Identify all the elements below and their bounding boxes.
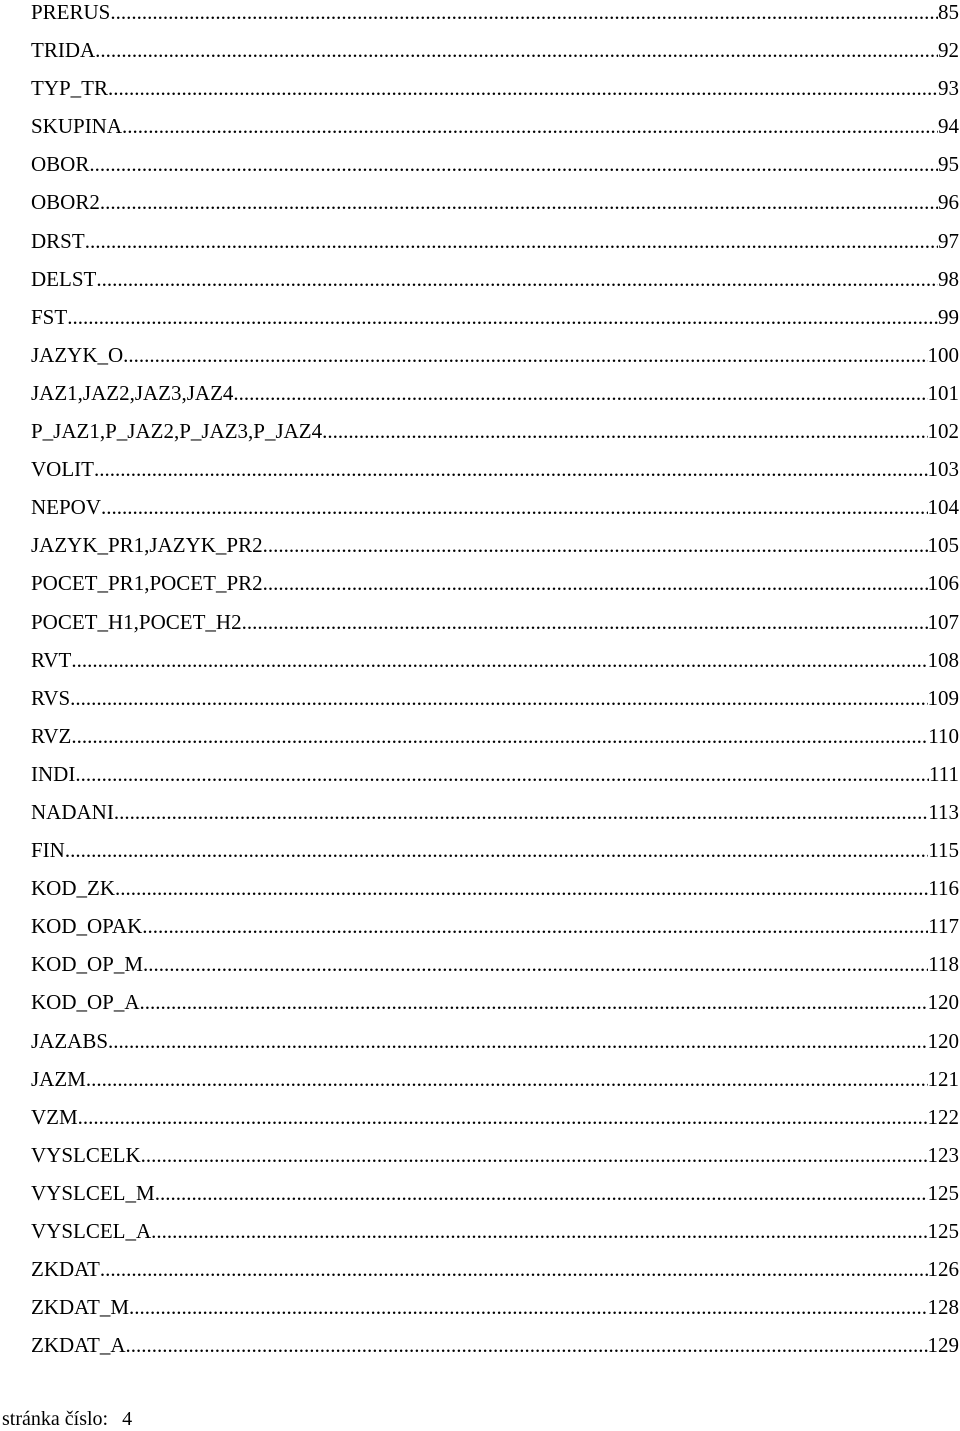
toc-entry-name: INDI xyxy=(31,761,76,786)
toc-entry-name: DRST xyxy=(31,228,85,253)
toc-entry-page: 106 xyxy=(927,571,959,596)
page-footer xyxy=(2,1407,132,1431)
toc-entry xyxy=(31,38,959,76)
toc-entry-name: FIN xyxy=(31,838,65,863)
toc-entry-name: KOD_OPAK xyxy=(31,914,143,939)
toc-entry xyxy=(31,686,959,724)
toc-entry xyxy=(31,343,959,381)
toc-entry-page: 117 xyxy=(928,914,959,939)
toc-dot-leader xyxy=(322,419,927,443)
toc-dot-leader xyxy=(115,876,928,900)
toc-entry-page: 108 xyxy=(927,647,959,672)
toc-dot-leader xyxy=(101,495,927,519)
toc-entry-page: 110 xyxy=(928,723,959,748)
toc-entry-name: VZM xyxy=(31,1104,78,1129)
toc-entry-name: SKUPINA xyxy=(31,114,123,139)
toc-dot-leader xyxy=(86,1067,928,1091)
toc-dot-leader xyxy=(108,1029,927,1053)
toc-dot-leader xyxy=(242,610,928,634)
toc-dot-leader xyxy=(155,1181,928,1205)
toc-entry-page: 98 xyxy=(938,266,959,291)
toc-entry xyxy=(31,1257,959,1295)
toc-entry-page: 93 xyxy=(938,76,959,101)
toc-entry-page: 96 xyxy=(938,190,959,215)
toc-entry-name: POCET_PR1,POCET_PR2 xyxy=(31,571,263,596)
toc-entry-name: VOLIT xyxy=(31,457,94,482)
toc-entry xyxy=(31,114,959,152)
toc-dot-leader xyxy=(70,686,927,710)
toc-entry xyxy=(31,952,959,990)
toc-entry xyxy=(31,1181,959,1219)
toc-dot-leader xyxy=(114,800,928,824)
toc-entry-name: TRIDA xyxy=(31,38,96,63)
table-of-contents xyxy=(31,0,959,1371)
toc-entry-name: KOD_ZK xyxy=(31,876,115,901)
toc-entry-page: 121 xyxy=(927,1066,959,1091)
toc-entry-name: TYP_TR xyxy=(31,76,109,101)
toc-dot-leader xyxy=(122,114,938,138)
toc-entry-page: 129 xyxy=(927,1333,959,1358)
toc-dot-leader xyxy=(129,1295,928,1319)
toc-dot-leader xyxy=(67,305,938,329)
toc-entry-page: 118 xyxy=(928,952,959,977)
toc-entry-name: VYSLCELK xyxy=(31,1142,141,1167)
toc-entry-name: ZKDAT xyxy=(31,1257,100,1282)
toc-entry-page: 94 xyxy=(938,114,959,139)
toc-entry xyxy=(31,1067,959,1105)
toc-entry-name: RVS xyxy=(31,685,71,710)
toc-dot-leader xyxy=(142,914,928,938)
toc-entry-name: NEPOV xyxy=(31,495,102,520)
toc-entry-page: 97 xyxy=(938,228,959,253)
toc-dot-leader xyxy=(151,1219,927,1243)
toc-entry-name: JAZ1,JAZ2,JAZ3,JAZ4 xyxy=(31,380,234,405)
toc-entry-name: KOD_OP_A xyxy=(31,990,140,1015)
toc-dot-leader xyxy=(100,190,938,214)
toc-entry-name: OBOR2 xyxy=(31,190,100,215)
toc-entry-page: 120 xyxy=(927,1028,959,1053)
toc-entry-page: 126 xyxy=(927,1257,959,1282)
toc-dot-leader xyxy=(96,267,938,291)
toc-dot-leader xyxy=(263,571,928,595)
toc-dot-leader xyxy=(110,0,938,24)
toc-entry-name: JAZYK_PR1,JAZYK_PR2 xyxy=(31,533,263,558)
toc-entry-page: 128 xyxy=(927,1295,959,1320)
toc-entry-page: 107 xyxy=(927,609,959,634)
toc-entry xyxy=(31,1333,959,1371)
toc-entry-page: 113 xyxy=(928,799,959,824)
toc-dot-leader xyxy=(71,648,927,672)
toc-entry xyxy=(31,990,959,1028)
toc-entry-page: 120 xyxy=(927,990,959,1015)
toc-entry-name: RVT xyxy=(31,647,72,672)
toc-dot-leader xyxy=(75,762,929,786)
toc-entry-page: 105 xyxy=(927,533,959,558)
toc-entry-page: 100 xyxy=(927,342,959,367)
toc-entry-page: 125 xyxy=(927,1180,959,1205)
toc-dot-leader xyxy=(108,76,938,100)
toc-entry xyxy=(31,1143,959,1181)
toc-entry-page: 116 xyxy=(928,876,959,901)
toc-entry-name: POCET_H1,POCET_H2 xyxy=(31,609,242,634)
toc-entry xyxy=(31,762,959,800)
toc-entry-page: 85 xyxy=(938,0,959,24)
toc-entry-page: 99 xyxy=(938,304,959,329)
toc-entry xyxy=(31,0,959,38)
toc-entry xyxy=(31,1105,959,1143)
toc-dot-leader xyxy=(126,1333,928,1357)
toc-dot-leader xyxy=(140,990,928,1014)
toc-dot-leader xyxy=(78,1105,928,1129)
toc-entry-name: NADANI xyxy=(31,799,114,824)
toc-entry xyxy=(31,800,959,838)
toc-entry-name: VYSLCEL_A xyxy=(31,1219,152,1243)
toc-entry xyxy=(31,381,959,419)
toc-entry xyxy=(31,495,959,533)
toc-entry xyxy=(31,305,959,343)
toc-entry xyxy=(31,267,959,305)
toc-entry-name: PRERUS xyxy=(31,0,111,24)
toc-entry-name: DELST xyxy=(31,266,97,291)
toc-entry-name: KOD_OP_M xyxy=(31,952,144,977)
toc-dot-leader xyxy=(65,838,928,862)
toc-entry xyxy=(31,838,959,876)
toc-entry xyxy=(31,571,959,609)
toc-entry-page: 92 xyxy=(938,38,959,63)
toc-entry-page: 104 xyxy=(927,495,959,520)
toc-dot-leader xyxy=(89,152,938,176)
toc-dot-leader xyxy=(100,1257,928,1281)
toc-entry-page: 115 xyxy=(928,838,959,863)
toc-entry-name: JAZABS xyxy=(31,1028,109,1053)
toc-dot-leader xyxy=(95,38,938,62)
toc-entry xyxy=(31,876,959,914)
toc-entry xyxy=(31,1295,959,1333)
toc-entry-name: JAZYK_O xyxy=(31,342,124,367)
toc-entry-name: P_JAZ1,P_JAZ2,P_JAZ3,P_JAZ4 xyxy=(31,419,323,444)
toc-entry xyxy=(31,914,959,952)
toc-entry xyxy=(31,1219,959,1257)
toc-entry-page: 101 xyxy=(927,380,959,405)
toc-entry xyxy=(31,76,959,114)
toc-dot-leader xyxy=(263,533,928,557)
toc-entry xyxy=(31,457,959,495)
toc-entry-name: RVZ xyxy=(31,723,72,748)
toc-dot-leader xyxy=(94,457,928,481)
toc-entry xyxy=(31,229,959,267)
toc-entry-name: VYSLCEL_M xyxy=(31,1180,155,1205)
toc-dot-leader xyxy=(233,381,927,405)
toc-dot-leader xyxy=(85,229,938,253)
toc-entry xyxy=(31,1029,959,1067)
toc-dot-leader xyxy=(71,724,928,748)
toc-entry xyxy=(31,533,959,571)
toc-entry-name: JAZM xyxy=(31,1066,86,1091)
toc-entry xyxy=(31,419,959,457)
toc-dot-leader xyxy=(143,952,928,976)
footer-page-number: 4 xyxy=(122,1408,133,1430)
toc-entry-page: 103 xyxy=(927,457,959,482)
toc-entry-name: ZKDAT_M xyxy=(31,1295,129,1320)
toc-entry-page: 102 xyxy=(927,419,959,444)
toc-entry-name: ZKDAT_A xyxy=(31,1333,126,1358)
toc-entry-page: 109 xyxy=(927,685,959,710)
toc-entry-name: FST xyxy=(31,304,68,329)
footer-label: stránka číslo: xyxy=(2,1408,109,1430)
toc-entry xyxy=(31,190,959,228)
toc-entry-page: 122 xyxy=(927,1104,959,1129)
toc-entry-name: OBOR xyxy=(31,152,90,177)
toc-entry-page: 111 xyxy=(929,761,959,786)
toc-entry xyxy=(31,610,959,648)
toc-entry xyxy=(31,152,959,190)
toc-entry-page: 123 xyxy=(927,1142,959,1167)
toc-entry-page: 95 xyxy=(938,152,959,177)
toc-entry xyxy=(31,724,959,762)
toc-entry-page: 125 xyxy=(927,1219,959,1243)
toc-dot-leader xyxy=(123,343,927,367)
toc-entry xyxy=(31,648,959,686)
toc-dot-leader xyxy=(141,1143,928,1167)
